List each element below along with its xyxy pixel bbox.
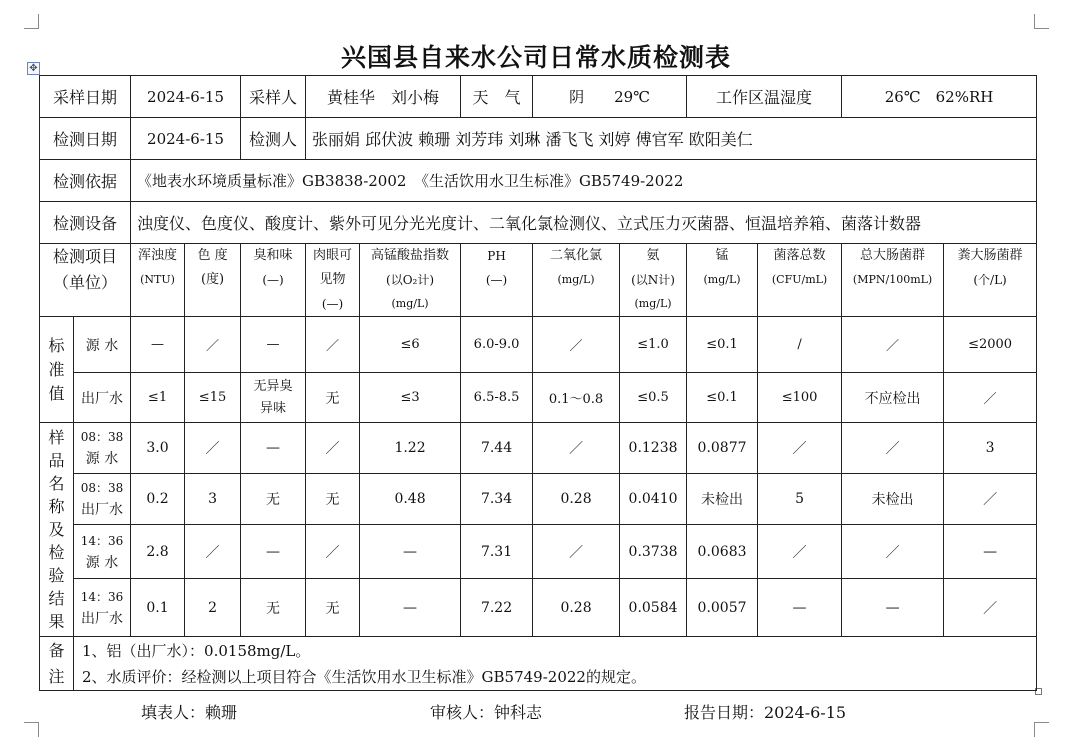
sample-4-name: [74, 579, 131, 637]
s4-color[interactable]: 2: [185, 579, 241, 637]
header-colony: [758, 244, 842, 317]
s2-coliform[interactable]: 未检出: [842, 474, 944, 525]
header-odor-line1: 臭和味: [253, 248, 293, 263]
std-raw-turbidity: —: [131, 317, 185, 373]
s3-odor[interactable]: —: [241, 525, 306, 579]
std-fin-odor-line1: 无异臭: [253, 378, 293, 394]
sample-time: 08：38: [80, 430, 124, 444]
s1-colony[interactable]: ／: [758, 423, 842, 474]
s3-fecal[interactable]: —: [944, 525, 1037, 579]
sample-type: 出厂水: [81, 502, 123, 518]
tester-label: 检测人: [241, 118, 306, 160]
std-raw-odor: —: [241, 317, 306, 373]
standard-label-char: 准: [48, 359, 65, 379]
header-clo2: [533, 244, 620, 317]
s4-fecal[interactable]: ／: [944, 579, 1037, 637]
s4-ammonia[interactable]: 0.0584: [620, 579, 687, 637]
s4-visible[interactable]: 无: [306, 579, 360, 637]
equipment-label: 检测设备: [40, 202, 131, 244]
standard-label-char: 标: [48, 335, 65, 355]
test-date-value[interactable]: 2024-6-15: [131, 118, 241, 160]
equipment-value[interactable]: 浊度仪、色度仪、酸度计、紫外可见分光光度计、二氧化氯检测仪、立式压力灭菌器、恒温培养箱、菌落计数器: [131, 202, 1037, 244]
env-value[interactable]: 26℃ 62%RH: [842, 76, 1037, 118]
header-kmno4: [360, 244, 461, 317]
s1-visible[interactable]: ／: [306, 423, 360, 474]
samples-label-char: 样: [48, 428, 65, 447]
standard-raw-row: [40, 317, 1037, 373]
std-fin-ph: 6.5-8.5: [461, 373, 533, 423]
samples-label-char: 及: [48, 520, 65, 539]
header-coliform: [842, 244, 944, 317]
equipment-row: [40, 202, 1037, 244]
header-clo2-line1: 二氧化氯: [550, 248, 603, 263]
header-color: [185, 244, 241, 317]
s1-kmno4[interactable]: 1.22: [360, 423, 461, 474]
header-item-line1: 检测项目: [53, 247, 118, 266]
header-colony-line1: 菌落总数: [773, 248, 826, 263]
sampler-value[interactable]: 黄桂华 刘小梅: [306, 76, 461, 118]
s1-color[interactable]: ／: [185, 423, 241, 474]
std-fin-odor: [241, 373, 306, 423]
std-fin-visible: 无: [306, 373, 360, 423]
s2-clo2[interactable]: 0.28: [533, 474, 620, 525]
s2-colony[interactable]: 5: [758, 474, 842, 525]
header-ph-line1: PH: [487, 249, 506, 263]
std-raw-colony: /: [758, 317, 842, 373]
std-raw-color: ／: [185, 317, 241, 373]
notes-content[interactable]: [74, 637, 1037, 691]
sample-time: 08：38: [80, 481, 124, 495]
s1-clo2[interactable]: ／: [533, 423, 620, 474]
sample-date-value[interactable]: 2024-6-15: [131, 76, 241, 118]
s2-ammonia[interactable]: 0.0410: [620, 474, 687, 525]
s4-odor[interactable]: 无: [241, 579, 306, 637]
sample-row-3: [40, 525, 1037, 579]
notes-label-char: 备: [48, 640, 65, 660]
standard-finished-row: [40, 373, 1037, 423]
water-quality-table: [39, 75, 1037, 691]
notes-label: [40, 637, 74, 691]
notes-label-char: 注: [48, 666, 65, 686]
std-fin-ammonia: ≤0.5: [620, 373, 687, 423]
test-date-label: 检测日期: [40, 118, 131, 160]
sample-time: 14：36: [80, 589, 124, 604]
crop-mark-top-left: [24, 14, 39, 29]
s4-colony[interactable]: —: [758, 579, 842, 637]
sample-date-label: 采样日期: [40, 76, 131, 118]
header-clo2-line2: (mg/L): [557, 273, 595, 286]
s4-clo2[interactable]: 0.28: [533, 579, 620, 637]
header-visible-line3: (—): [321, 297, 344, 311]
samples-label-char: 品: [48, 451, 65, 470]
s4-coliform[interactable]: —: [842, 579, 944, 637]
samples-label-char: 果: [48, 612, 65, 631]
standard-raw-label: 源 水: [74, 317, 131, 373]
samples-label: [40, 423, 74, 637]
std-fin-clo2: 0.1～0.8: [533, 373, 620, 423]
s3-manganese[interactable]: 0.0683: [687, 525, 758, 579]
s3-ammonia[interactable]: 0.3738: [620, 525, 687, 579]
s3-clo2[interactable]: ／: [533, 525, 620, 579]
header-visible: [306, 244, 360, 317]
s4-ph[interactable]: 7.22: [461, 579, 533, 637]
header-row: [40, 244, 1037, 317]
header-turbidity: [131, 244, 185, 317]
s3-coliform[interactable]: ／: [842, 525, 944, 579]
std-fin-kmno4: ≤3: [360, 373, 461, 423]
std-raw-clo2: ／: [533, 317, 620, 373]
sample-1-name: [74, 423, 131, 474]
header-ammonia-line1: 氨: [646, 248, 660, 263]
header-odor: [241, 244, 306, 317]
header-visible-line1: 肉眼可: [313, 248, 353, 263]
tester-value[interactable]: 张丽娟 邱伏波 赖珊 刘芳玮 刘琳 潘飞飞 刘婷 傅官军 欧阳美仁: [306, 118, 1037, 160]
notes-row: [40, 637, 1037, 691]
standard-finished-label: 出厂水: [74, 373, 131, 423]
env-label: 工作区温湿度: [687, 76, 842, 118]
header-item: [40, 244, 131, 317]
s1-odor[interactable]: —: [241, 423, 306, 474]
header-visible-line2: 见物: [319, 272, 346, 287]
header-ph: [461, 244, 533, 317]
sample-type: 源 水: [85, 554, 119, 571]
std-fin-turbidity: ≤1: [131, 373, 185, 423]
header-colony-line2: (CFU/mL): [771, 273, 828, 286]
sample-2-name: [74, 474, 131, 525]
basis-row: [40, 160, 1037, 202]
standard-label-char: 值: [48, 383, 65, 403]
s3-kmno4[interactable]: —: [360, 525, 461, 579]
header-ammonia-line3: (mg/L): [634, 297, 672, 310]
samples-label-char: 检: [48, 543, 65, 562]
std-raw-coliform: ／: [842, 317, 944, 373]
s2-manganese[interactable]: 未检出: [687, 474, 758, 525]
std-raw-kmno4: ≤6: [360, 317, 461, 373]
std-fin-color: ≤15: [185, 373, 241, 423]
basis-value[interactable]: 《地表水环境质量标准》GB3838-2002 《生活饮用水卫生标准》GB5749-2022: [131, 160, 1037, 202]
header-coliform-line2: (MPN/100mL): [852, 273, 933, 286]
std-fin-fecal: ／: [944, 373, 1037, 423]
std-fin-colony: ≤100: [758, 373, 842, 423]
header-fecal-line1: 粪大肠菌群: [957, 248, 1023, 263]
s3-ph[interactable]: 7.31: [461, 525, 533, 579]
s2-color[interactable]: 3: [185, 474, 241, 525]
s1-ph[interactable]: 7.44: [461, 423, 533, 474]
s3-colony[interactable]: ／: [758, 525, 842, 579]
header-color-line2: (度): [200, 272, 225, 287]
crop-mark-bottom-right: [1034, 722, 1049, 737]
document-title: 兴国县自来水公司日常水质检测表: [340, 43, 731, 72]
header-kmno4-line1: 高锰酸盐指数: [371, 248, 450, 263]
header-coliform-line1: 总大肠菌群: [860, 248, 926, 263]
std-raw-ammonia: ≤1.0: [620, 317, 687, 373]
header-kmno4-line3: (mg/L): [391, 297, 429, 310]
crop-mark-bottom-left: [24, 722, 39, 737]
samples-label-char: 结: [48, 589, 65, 608]
basis-label: 检测依据: [40, 160, 131, 202]
sample-row-2: [40, 474, 1037, 525]
sample-type: 出厂水: [81, 610, 123, 627]
std-raw-ph: 6.0-9.0: [461, 317, 533, 373]
sample-3-name: [74, 525, 131, 579]
header-fecal-line2: (个/L): [973, 273, 1007, 287]
std-raw-manganese: ≤0.1: [687, 317, 758, 373]
s1-fecal[interactable]: 3: [944, 423, 1037, 474]
weather-value[interactable]: 阴 29℃: [533, 76, 687, 118]
s4-kmno4[interactable]: —: [360, 579, 461, 637]
samples-label-char: 名: [48, 474, 65, 493]
samples-label-char: 称: [48, 497, 65, 516]
std-raw-fecal: ≤2000: [944, 317, 1037, 373]
std-fin-manganese: ≤0.1: [687, 373, 758, 423]
sample-row-4: [40, 579, 1037, 637]
s2-turbidity[interactable]: 0.2: [131, 474, 185, 525]
testing-row: [40, 118, 1037, 160]
header-ammonia: [620, 244, 687, 317]
header-odor-line2: (—): [262, 273, 284, 287]
sample-row-1: [40, 423, 1037, 474]
report-date: 报告日期：2024-6-15: [684, 703, 847, 722]
s1-ammonia[interactable]: 0.1238: [620, 423, 687, 474]
header-ph-line2: (—): [485, 273, 508, 287]
s2-ph[interactable]: 7.34: [461, 474, 533, 525]
header-item-line2: （单位）: [53, 273, 118, 292]
samples-label-char: 验: [48, 566, 65, 585]
s3-visible[interactable]: ／: [306, 525, 360, 579]
std-raw-visible: ／: [306, 317, 360, 373]
header-manganese-line1: 锰: [715, 248, 729, 263]
s2-kmno4[interactable]: 0.48: [360, 474, 461, 525]
header-fecal: [944, 244, 1037, 317]
s4-manganese[interactable]: 0.0057: [687, 579, 758, 637]
s2-visible[interactable]: 无: [306, 474, 360, 525]
note-line-2: 2、水质评价：经检测以上项目符合《生活饮用水卫生标准》GB5749-2022的规定。: [82, 667, 646, 686]
standard-label: [40, 317, 74, 423]
s4-turbidity[interactable]: 0.1: [131, 579, 185, 637]
s1-turbidity[interactable]: 3.0: [131, 423, 185, 474]
sampling-row: [40, 76, 1037, 118]
table-move-handle-icon[interactable]: ✥: [27, 62, 40, 75]
note-line-1: 1、铝（出厂水）：0.0158mg/L。: [82, 641, 311, 660]
sample-time: 14：36: [80, 533, 124, 548]
filler-signature: 填表人：赖珊: [141, 703, 238, 722]
s1-coliform[interactable]: ／: [842, 423, 944, 474]
weather-label: 天 气: [461, 76, 533, 118]
std-fin-coliform: 不应检出: [842, 373, 944, 423]
header-kmno4-line2: (以O₂计): [386, 273, 435, 287]
header-manganese: [687, 244, 758, 317]
header-ammonia-line2: (以N计): [631, 273, 675, 287]
crop-mark-top-right: [1034, 14, 1049, 29]
sampler-label: 采样人: [241, 76, 306, 118]
s3-color[interactable]: ／: [185, 525, 241, 579]
sample-type: 源 水: [85, 451, 119, 467]
s2-fecal[interactable]: ／: [944, 474, 1037, 525]
header-turbidity-line1: 浑浊度: [138, 248, 178, 263]
header-manganese-line2: (mg/L): [703, 273, 741, 286]
std-fin-odor-line2: 异味: [260, 400, 287, 416]
reviewer-signature: 审核人：钟科志: [430, 703, 543, 722]
s1-manganese[interactable]: 0.0877: [687, 423, 758, 474]
s2-odor[interactable]: 无: [241, 474, 306, 525]
s3-turbidity[interactable]: 2.8: [131, 525, 185, 579]
header-turbidity-line2: (NTU): [140, 273, 175, 286]
header-color-line1: 色 度: [197, 248, 228, 263]
